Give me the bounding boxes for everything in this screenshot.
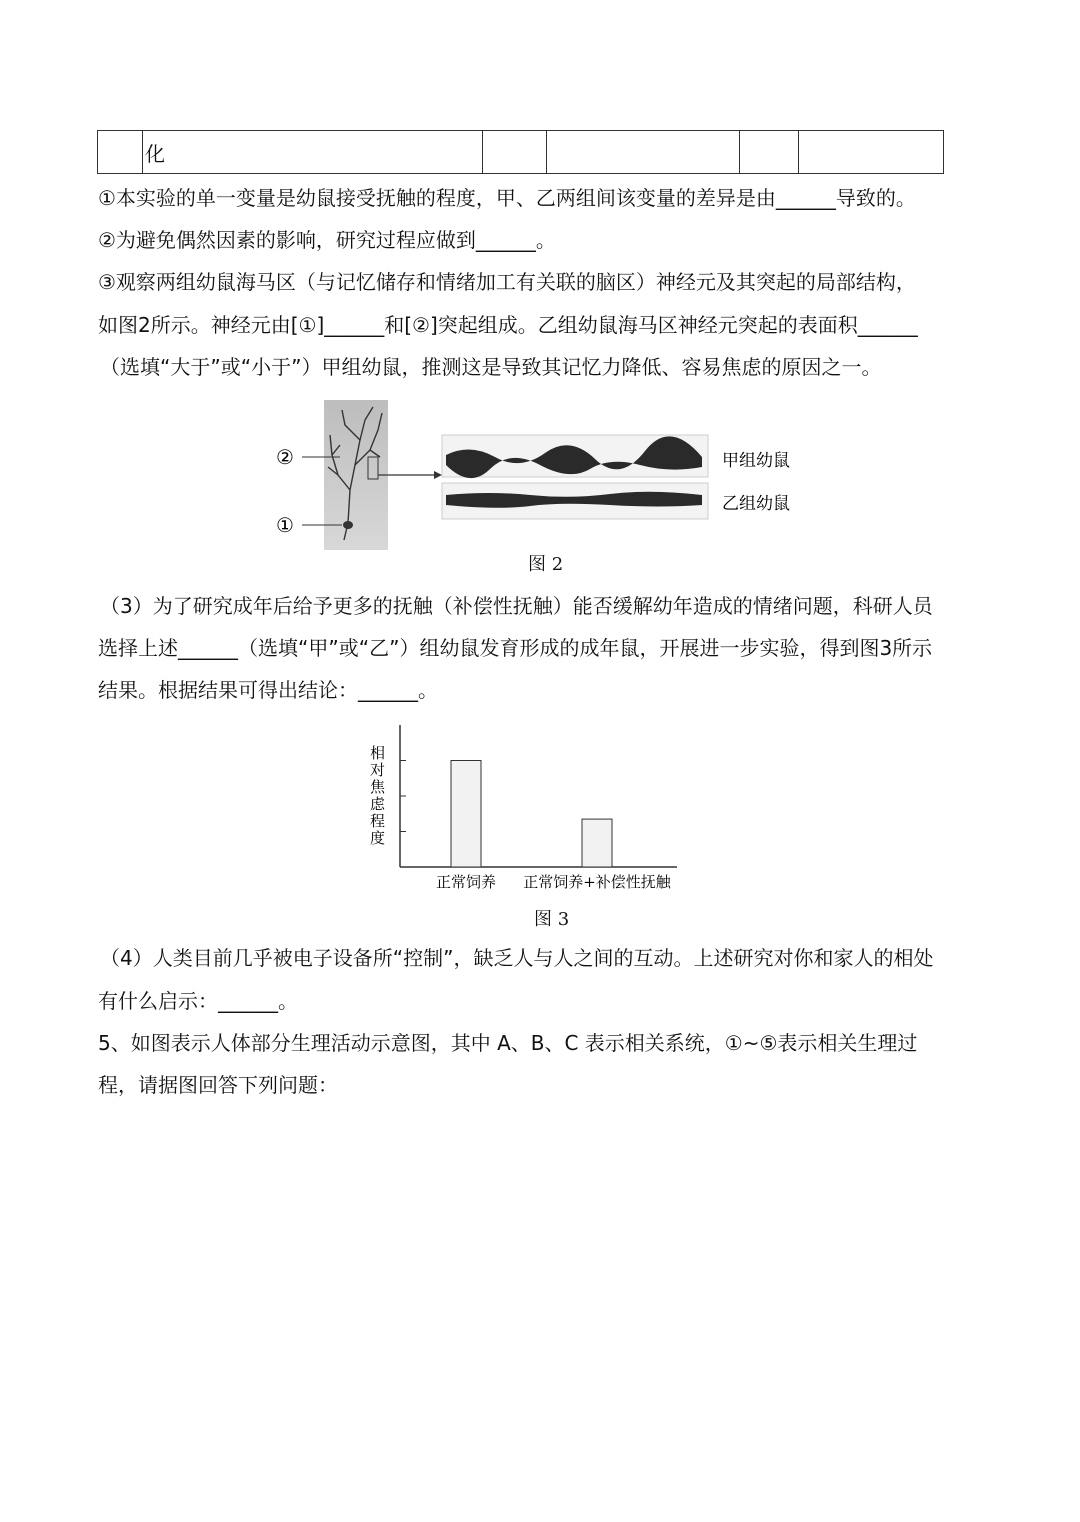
x-tick-label: 正常饲养 [435,873,497,891]
table-cell [483,131,547,174]
arrow-head [434,471,442,479]
x-tick-label: 正常饲养+补偿性抚触 [523,873,671,891]
table-cell [547,131,740,174]
question-line: ③观察两组幼鼠海马区（与记忆储存和情绪加工有关联的脑区）神经元及其突起的局部结构， [98,270,916,294]
figure-3-chart [355,715,715,895]
data-table-fragment [97,130,944,174]
question-line: 有什么启示：______。 [98,989,298,1013]
question-line: （选填“大于”或“小于”）甲组幼鼠，推测这是导致其记忆力降低、容易焦虑的原因之一。 [100,355,882,379]
question-line: ①本实验的单一变量是幼鼠接受抚触的程度，甲、乙两组间该变量的差异是由______导致的。 [98,186,916,210]
question-line: 结果。根据结果可得出结论：______。 [98,678,438,702]
bar-2 [582,819,612,867]
y-axis-label: 相对焦虑程度 [368,745,386,847]
neuron-cell-body [343,521,353,529]
figure-2-caption: 图 2 [528,554,564,575]
table-cell: 化 [143,131,483,174]
question-line: （3）为了研究成年后给予更多的抚触（补偿性抚触）能否缓解幼年造成的情绪问题，科研人员 [100,594,933,618]
question-line: 选择上述______（选填“甲”或“乙”）组幼鼠发育形成的成年鼠，开展进一步实验，得到图3所示 [98,636,933,660]
figure-3-caption: 图 3 [534,909,570,930]
label-2: ② [276,445,294,469]
group-a-label: 甲组幼鼠 [722,451,790,471]
question-line: 5、如图表示人体部分生理活动示意图，其中 A、B、C 表示相关系统，①~⑤表示相关生理过 [98,1031,918,1055]
bar-1 [451,761,481,868]
table-cell [799,131,944,174]
question-line: 程，请据图回答下列问题： [98,1073,338,1097]
question-line: ②为避免偶然因素的影响，研究过程应做到______。 [98,228,556,252]
table-cell [98,131,143,174]
group-b-label: 乙组幼鼠 [722,494,790,514]
table-row [98,131,944,174]
table-cell [740,131,799,174]
figure-2 [270,395,830,555]
question-line: 如图2所示。神经元由[①]______和[②]突起组成。乙组幼鼠海马区神经元突起的表面积______ [98,313,918,337]
label-1: ① [276,513,294,537]
question-line: （4）人类目前几乎被电子设备所“控制”，缺乏人与人之间的互动。上述研究对你和家人的相处 [100,946,934,970]
